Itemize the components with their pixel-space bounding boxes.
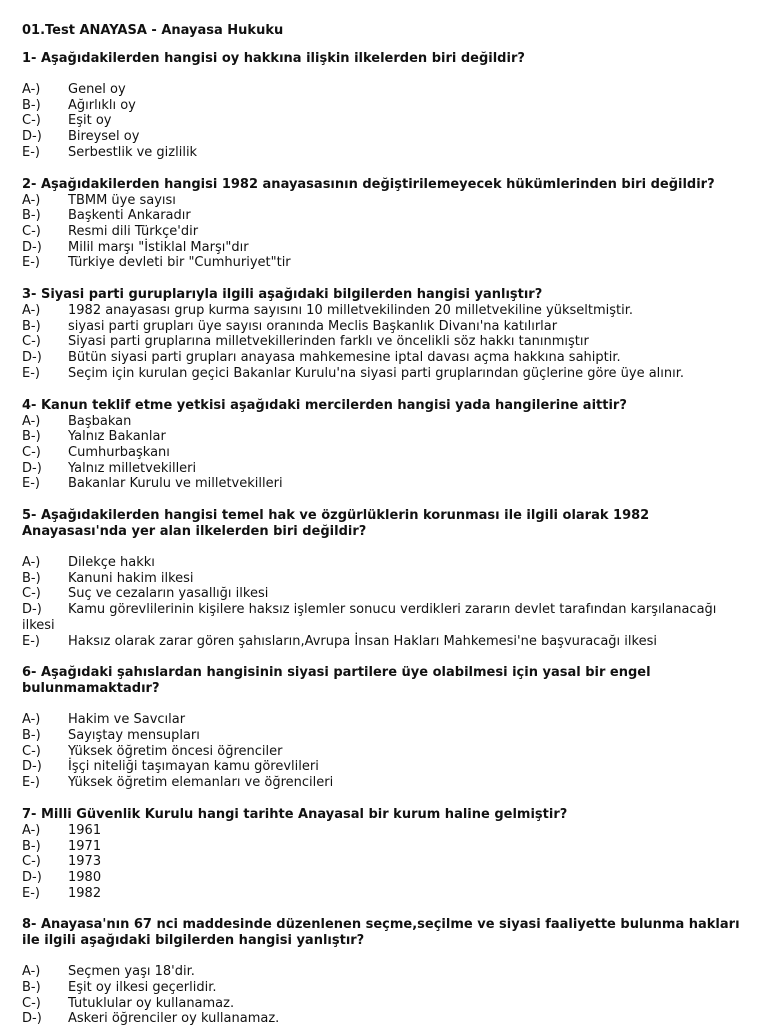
option-letter: C-) (22, 995, 41, 1011)
spacer (22, 649, 748, 665)
option-e (22, 366, 748, 382)
option-c (22, 445, 748, 461)
question-text: 8- Anayasa'nın 67 nci maddesinde düzenlenen seçme,seçilme ve siyasi faaliyette bulunma hakları ile ilgili aşağıdaki bilgilerden hangisi yanlıştır? (22, 917, 740, 949)
option-e (22, 886, 748, 902)
option-text: 1982 anayasası grup kurma sayısını 10 milletvekilinden 20 milletvekiline yükseltmiştir. (68, 303, 634, 319)
option-text: Bütün siyasi parti grupları anayasa mahkemesine iptal davası açma hakkına sahiptir. (68, 350, 621, 366)
option-letter: B-) (22, 318, 41, 334)
question-3 (22, 287, 748, 382)
option-letter: B-) (22, 208, 41, 224)
option-text: Yüksek öğretim öncesi öğrenciler (68, 743, 283, 759)
option-letter: C-) (22, 223, 41, 239)
question-4 (22, 398, 748, 493)
option-letter: A-) (22, 303, 41, 319)
option-c (22, 113, 748, 129)
option-letter: C-) (22, 334, 41, 350)
option-d (22, 759, 748, 775)
option-letter: E-) (22, 885, 40, 901)
option-text: Sayıştay mensupları (68, 727, 200, 743)
option-letter: A-) (22, 822, 41, 838)
option-text: Başbakan (68, 413, 132, 429)
option-text: Genel oy (68, 82, 126, 97)
option-text: Kanuni hakim ilkesi (68, 570, 194, 586)
spacer (22, 40, 748, 51)
option-letter: A-) (22, 712, 41, 728)
option-e (22, 775, 748, 791)
option-text: Bireysel oy (68, 129, 140, 145)
option-a (22, 193, 748, 209)
option-c (22, 854, 748, 870)
option-e (22, 255, 748, 271)
option-text: Hakim ve Savcılar (68, 712, 186, 728)
option-text: Yüksek öğretim elemanları ve öğrencileri (68, 775, 334, 791)
spacer (22, 791, 748, 807)
option-b (22, 98, 748, 114)
option-a (22, 82, 748, 98)
option-letter: C-) (22, 586, 41, 602)
option-letter: D-) (22, 350, 42, 366)
option-letter: C-) (22, 854, 41, 870)
option-text: 1973 (68, 854, 102, 870)
option-letter: A-) (22, 192, 41, 208)
option-a (22, 712, 748, 728)
option-letter: D-) (22, 1011, 42, 1027)
option-letter: A-) (22, 82, 41, 97)
option-text: Suç ve cezaların yasallığı ilkesi (68, 586, 269, 602)
option-text: Resmi dili Türkçe'dir (68, 223, 199, 239)
option-text: Türkiye devleti bir "Cumhuriyet"tir (68, 255, 291, 271)
option-letter: C-) (22, 444, 41, 460)
option-e (22, 634, 748, 650)
option-a (22, 303, 748, 319)
option-text: Haksız olarak zarar gören şahısların,Avrupa İnsan Hakları Mahkemesi'ne başvuracağı ilkesi (68, 633, 657, 649)
option-b (22, 571, 748, 587)
option-letter: A-) (22, 413, 41, 429)
spacer (22, 382, 748, 398)
option-letter: B-) (22, 97, 41, 113)
option-b (22, 429, 748, 445)
question-1 (22, 51, 748, 161)
question-text: 3- Siyasi parti guruplarıyla ilgili aşağıdaki bilgilerden hangisi yanlıştır? (22, 287, 543, 303)
option-text: Bakanlar Kurulu ve milletvekilleri (68, 476, 283, 492)
option-a (22, 823, 748, 839)
option-d (22, 129, 748, 145)
option-letter: E-) (22, 255, 40, 271)
option-text: 1982 (68, 885, 102, 901)
option-e (22, 145, 748, 161)
option-a (22, 414, 748, 430)
option-c (22, 224, 748, 240)
option-d (22, 240, 748, 256)
option-text: Askeri öğrenciler oy kullanamaz. (68, 1011, 280, 1027)
option-text: Tutuklular oy kullanamaz. (68, 995, 235, 1011)
option-letter: A-) (22, 555, 41, 571)
option-a (22, 964, 748, 980)
option-text: Seçmen yaşı 18'dir. (68, 964, 195, 980)
option-text: Yalnız milletvekilleri (68, 460, 197, 476)
option-letter: D-) (22, 759, 42, 775)
option-d (22, 1011, 748, 1027)
document-title: 01.Test ANAYASA - Anayasa Hukuku (22, 23, 284, 38)
option-c (22, 744, 748, 760)
option-letter: E-) (22, 476, 40, 492)
spacer (22, 540, 748, 555)
question-text: 5- Aşağıdakilerden hangisi temel hak ve özgürlüklerin korunması ile ilgili olarak 1982 Anayasası'nda yer alan ilkelerden biri değildir? (22, 508, 650, 540)
option-d (22, 870, 748, 886)
document (22, 22, 748, 1027)
spacer (22, 697, 748, 712)
option-letter: C-) (22, 113, 41, 129)
spacer (22, 901, 748, 917)
option-b (22, 728, 748, 744)
spacer (22, 492, 748, 508)
question-text: 6- Aşağıdaki şahıslardan hangisinin siyasi partilere üye olabilmesi için yasal bir engel bulunmamaktadır? (22, 665, 651, 697)
option-c (22, 586, 748, 602)
option-letter: B-) (22, 570, 41, 586)
option-text: Eşit oy (68, 113, 112, 129)
option-letter: E-) (22, 144, 40, 160)
option-text: Cumhurbaşkanı (68, 444, 170, 460)
option-letter: C-) (22, 743, 41, 759)
question-7 (22, 807, 748, 902)
question-text: 4- Kanun teklif etme yetkisi aşağıdaki mercilerden hangisi yada hangilerine aittir? (22, 397, 627, 413)
option-text: 1980 (68, 869, 102, 885)
option-text: siyasi parti grupları üye sayısı oranında Meclis Başkanlık Divanı'na katılırlar (68, 318, 558, 334)
option-letter: A-) (22, 964, 41, 980)
option-text: Siyasi parti gruplarına milletvekillerinden farklı ve öncelikli söz hakkı tanınmıştır (68, 334, 589, 350)
option-letter: D-) (22, 129, 42, 145)
option-letter: D-) (22, 239, 42, 255)
option-letter: B-) (22, 429, 41, 445)
option-text: Milil marşı "İstiklal Marşı"dır (68, 239, 249, 255)
question-5 (22, 508, 748, 649)
question-8 (22, 917, 748, 1027)
option-letter: B-) (22, 838, 41, 854)
option-b (22, 208, 748, 224)
question-text: 1- Aşağıdakilerden hangisi oy hakkına ilişkin ilkelerden biri değildir? (22, 51, 525, 66)
option-text: Yalnız Bakanlar (68, 429, 166, 445)
option-letter: E-) (22, 633, 40, 649)
option-letter: E-) (22, 775, 40, 791)
option-letter: D-) (22, 460, 42, 476)
option-a (22, 555, 748, 571)
option-text: İşçi niteliği taşımayan kamu görevlileri (68, 759, 319, 775)
option-text: Serbestlik ve gizlilik (68, 144, 198, 160)
spacer (22, 949, 748, 964)
option-c (22, 334, 748, 350)
option-letter: E-) (22, 365, 40, 381)
option-c (22, 996, 748, 1012)
option-text: Başkenti Ankaradır (68, 208, 191, 224)
option-e (22, 476, 748, 492)
option-b (22, 980, 748, 996)
option-text: Seçim için kurulan geçici Bakanlar Kurulu'na siyasi parti gruplarından güçlerine göre üye alınır. (68, 365, 685, 381)
spacer (22, 161, 748, 177)
option-text: TBMM üye sayısı (68, 192, 176, 208)
option-letter: D-) (22, 602, 42, 618)
question-text: 2- Aşağıdakilerden hangisi 1982 anayasasının değiştirilemeyecek hükümlerinden biri değildir? (22, 176, 715, 192)
spacer (22, 67, 748, 82)
option-b (22, 839, 748, 855)
option-text: Dilekçe hakkı (68, 555, 155, 571)
option-d (22, 461, 748, 477)
question-6 (22, 665, 748, 791)
option-letter: B-) (22, 727, 41, 743)
option-text: Kamu görevlilerinin kişilere haksız işlemler sonucu verdikleri zararın devlet tarafından karşılanacağı ilkesi (22, 602, 717, 633)
option-b (22, 319, 748, 335)
spacer (22, 271, 748, 287)
option-d (22, 350, 748, 366)
option-letter: B-) (22, 980, 41, 996)
option-text: Eşit oy ilkesi geçerlidir. (68, 980, 217, 996)
question-2 (22, 177, 748, 272)
option-text: 1971 (68, 838, 102, 854)
option-letter: D-) (22, 869, 42, 885)
question-text: 7- Milli Güvenlik Kurulu hangi tarihte Anayasal bir kurum haline gelmiştir? (22, 806, 568, 822)
option-text: 1961 (68, 822, 102, 838)
option-text: Ağırlıklı oy (68, 97, 136, 113)
option-d (22, 602, 748, 633)
